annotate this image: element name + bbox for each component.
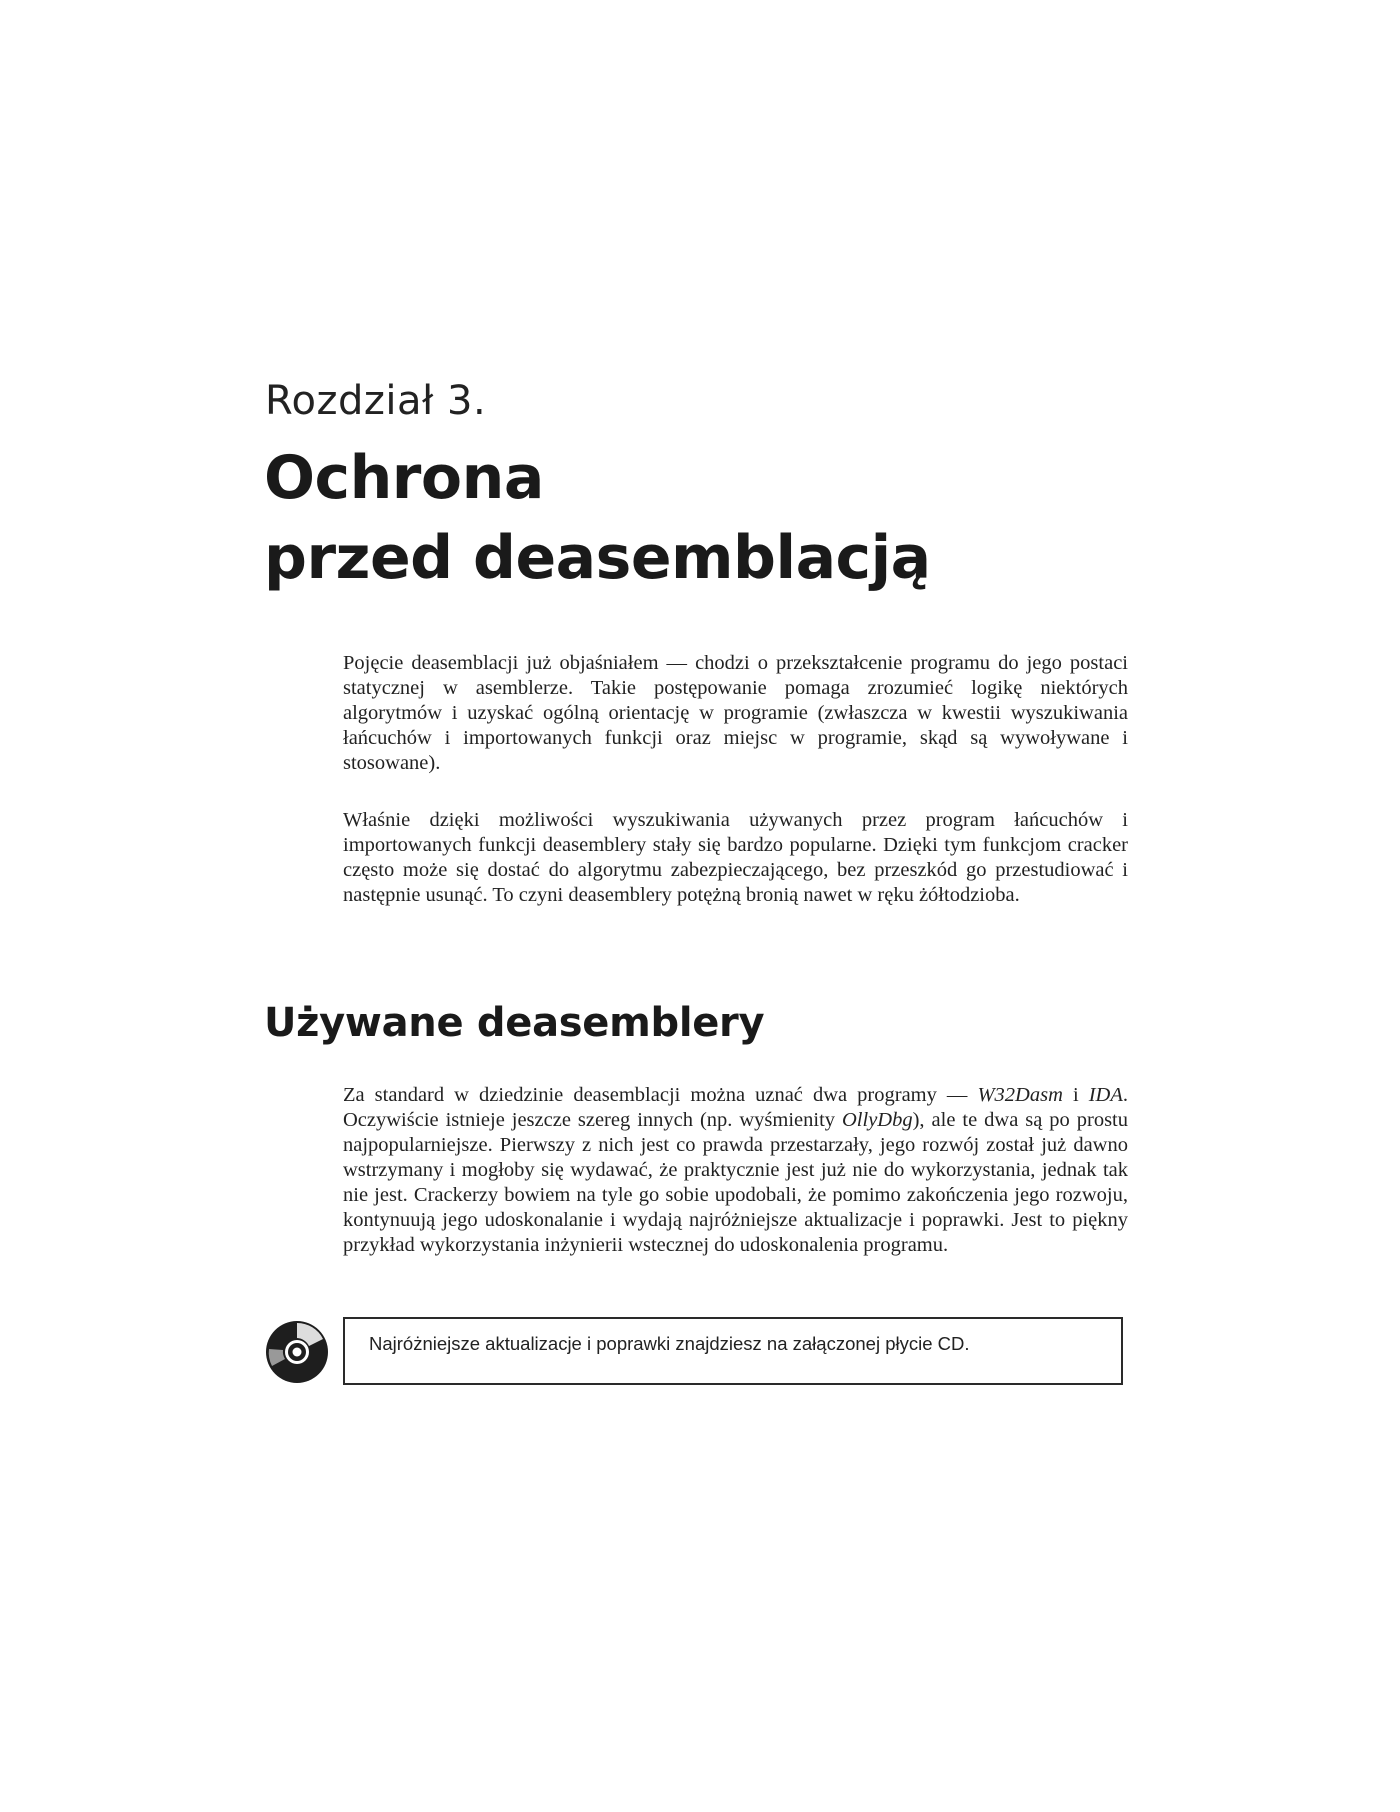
section-paragraph	[343, 1083, 1128, 1258]
chapter-title-line1: Ochrona	[264, 443, 544, 513]
chapter-title	[264, 438, 931, 598]
program-name-w32dasm: W32Dasm	[977, 1084, 1063, 1106]
cd-icon	[264, 1319, 330, 1385]
chapter-title-line2: przed deasemblacją	[264, 523, 931, 593]
p3-text-3: . Oczywiście istnieje jeszcze szereg innych (np. wyśmienity	[343, 1084, 1128, 1131]
note-text: Najróżniejsze aktualizacje i poprawki znajdziesz na załączonej płycie CD.	[369, 1333, 970, 1354]
chapter-label: Rozdział 3.	[265, 378, 487, 424]
note-box	[343, 1317, 1123, 1385]
intro-paragraph-2: Właśnie dzięki możliwości wyszukiwania używanych przez program łańcuchów i importowanych funkcji deasemblery stały się bardzo popularne. Dzięki tym funkcjom cracker często może się dostać do algorytmu zabezpieczającego, bez przeszkód go przestudiować i następnie usunąć. To czyni deasemblery potężną bronią nawet w ręku żółtodzioba.	[343, 809, 1128, 906]
program-name-ollydbg: OllyDbg	[842, 1109, 913, 1131]
p3-text-1: Za standard w dziedzinie deasemblacji można uznać dwa programy —	[343, 1084, 978, 1106]
p3-text-2: i	[1062, 1084, 1089, 1106]
program-name-ida: IDA	[1088, 1084, 1123, 1106]
section-heading: Używane deasemblery	[264, 1000, 765, 1046]
intro-paragraph-1: Pojęcie deasemblacji już objaśniałem — chodzi o przekształcenie programu do jego postaci statycznej w asemblerze. Takie postępowanie pomaga zrozumieć logikę niektórych algorytmów i uzyskać ogólną orientację w programie (zwłaszcza w kwestii wyszukiwania łańcuchów i importowanych funkcji oraz miejsc w programie, skąd są wywoływane i stosowane).	[343, 652, 1128, 774]
p3-text-4: ), ale te dwa są po prostu najpopularniejsze. Pierwszy z nich jest co prawda przestarzały, jego rozwój został już dawno wstrzymany i mogłoby się wydawać, że praktycznie jest już nie do wykorzystania, jednak tak nie jest. Crackerzy bowiem na tyle go sobie upodobali, że pomimo zakończenia jego rozwoju, kontynuują jego udoskonalanie i wydają najróżniejsze aktualizacje i poprawki. Jest to piękny przykład wykorzystania inżynierii wstecznej do udoskonalenia programu.	[343, 1109, 1128, 1256]
